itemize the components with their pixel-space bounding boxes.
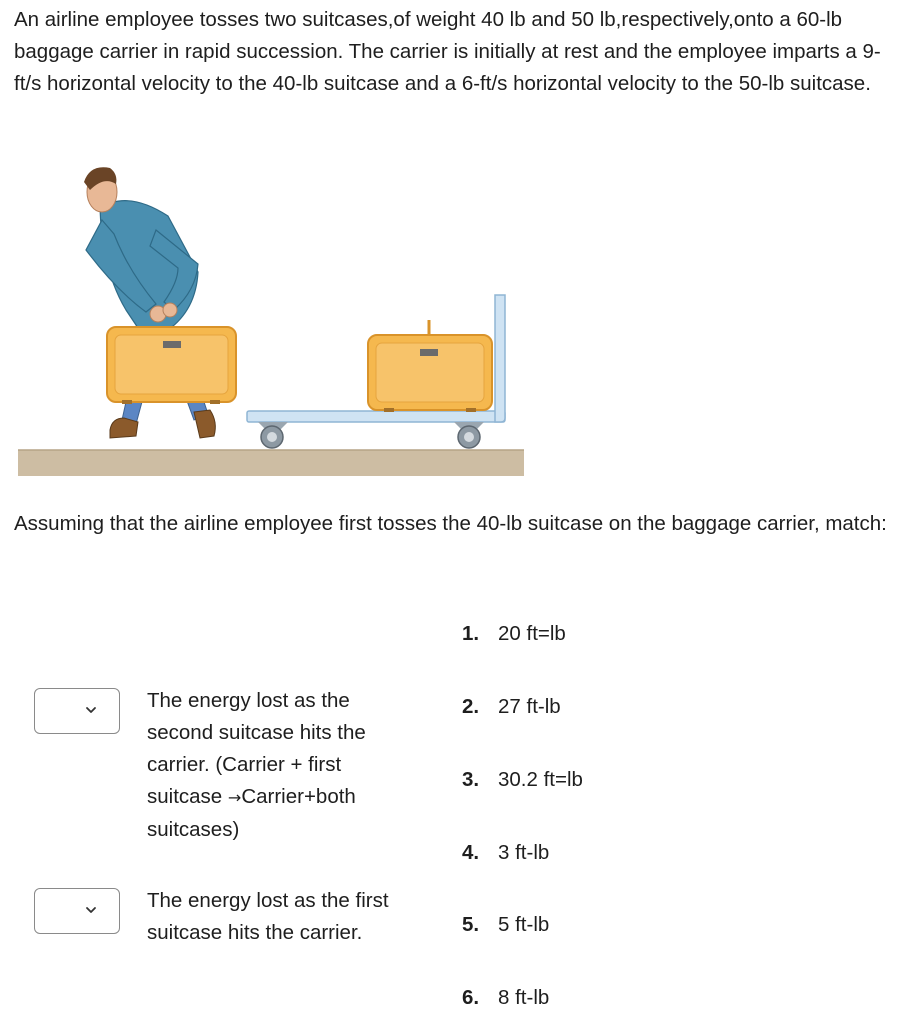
problem-statement: An airline employee tosses two suitcases,of weight 40 lb and 50 lb,respectively,onto a 60-lb baggage carrier in rapid succession. The carrier is initially at rest and the employee imparts a 9-ft/s horizontal velocity to the 40-lb suitcase and a 6-ft/s horizontal velocity to the 50-lb suitcase. [14,8,881,95]
suitcase-carrier-illustration [18,160,524,480]
chevron-down-icon [85,904,97,916]
answer-option: 4. 3 ft-lb [462,841,550,864]
suitcase-on-carrier [368,320,492,412]
ground [18,450,524,476]
suitcase-being-tossed [107,327,236,404]
match-prompt-2: The energy lost as the first suitcase hits the carrier. [147,889,389,944]
chevron-down-icon [85,704,97,716]
match-select-2[interactable] [34,888,120,934]
answer-option: 1. 20 ft=lb [462,622,566,645]
match-instructions: Assuming that the airline employee first tosses the 40-lb suitcase on the baggage carrier, match: [14,512,887,535]
arrow-right-icon: → [227,788,242,807]
answer-option: 2. 27 ft-lb [462,695,561,718]
match-select-1[interactable] [34,688,120,734]
answer-option: 3. 30.2 ft=lb [462,768,583,791]
match-prompt-1: The energy lost as the second suitcase hits the carrier. (Carrier + first suitcase →Carrier+both suitcases) [147,689,366,841]
answer-option: 6. 8 ft-lb [462,986,550,1009]
answer-option: 5. 5 ft-lb [462,913,550,936]
